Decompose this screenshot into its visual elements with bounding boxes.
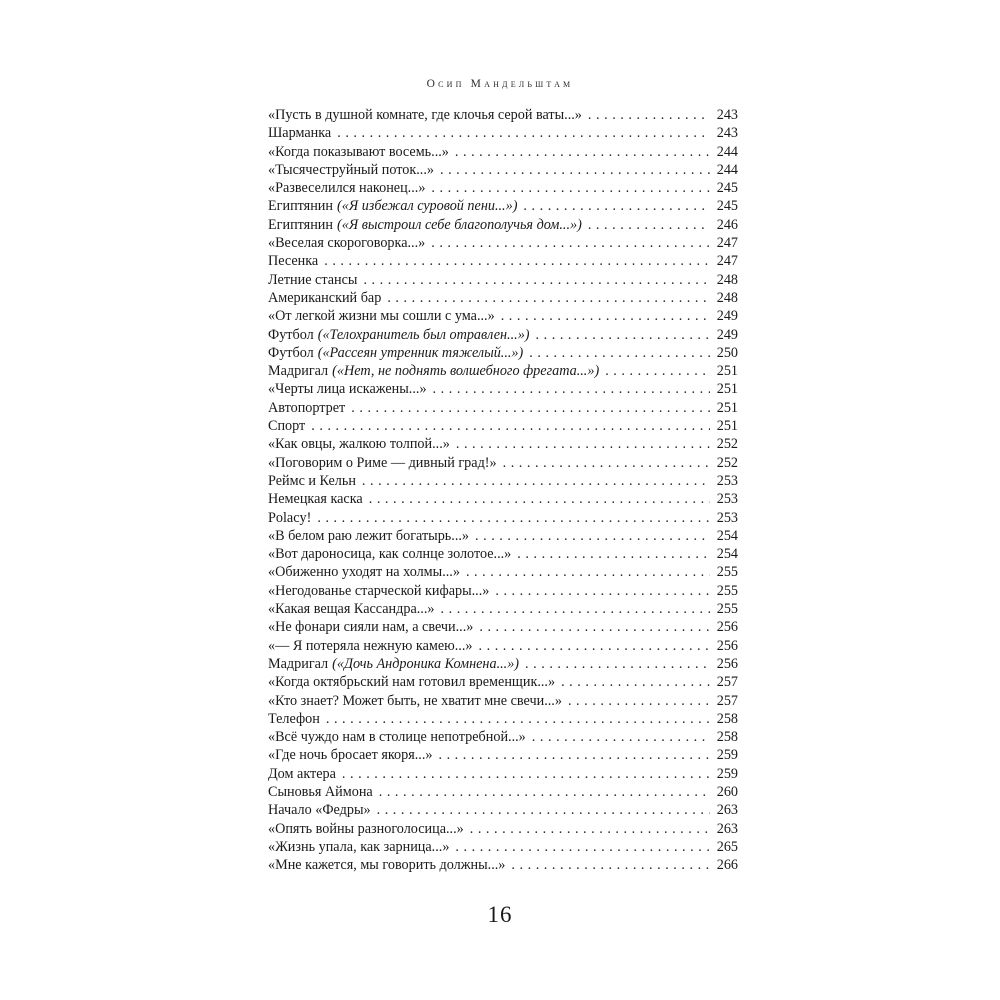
toc-entry-page: 253 [716, 509, 738, 526]
toc-entry-title: Реймс и Кельн [268, 472, 356, 489]
toc-entry-note: («Рассеян утренник тяжелый...») [317, 344, 524, 361]
toc-entry [268, 124, 738, 142]
dot-leader [363, 271, 710, 289]
toc-entry-page: 245 [716, 180, 738, 197]
toc-entry [268, 728, 738, 746]
toc-entry [268, 399, 738, 417]
toc-entry [268, 344, 738, 362]
toc-entry-title: «Веселая скороговорка...» [268, 235, 426, 252]
toc-entry-title: «Всё чуждо нам в столице непотребной...» [268, 729, 526, 746]
dot-leader [438, 746, 710, 764]
toc-entry-page: 263 [716, 802, 738, 819]
toc-entry-title: Египтянин [268, 216, 333, 233]
toc-entry-page: 257 [716, 692, 738, 709]
toc-entry-page: 243 [716, 107, 738, 123]
toc-entry-title: «Когда показывают восемь...» [268, 143, 449, 160]
toc-entry [268, 380, 738, 398]
toc-entry [268, 417, 738, 435]
toc-entry-page: 249 [716, 326, 738, 343]
toc-entry-title: «Кто знает? Может быть, не хватит мне свечи...» [268, 692, 562, 709]
toc-entry [268, 472, 738, 490]
toc-entry-page: 253 [716, 491, 738, 508]
toc-entry-title: Песенка [268, 253, 319, 270]
dot-leader [311, 417, 710, 435]
dot-leader [529, 344, 710, 362]
dot-leader [342, 765, 710, 783]
toc-entry-page: 256 [716, 655, 738, 672]
toc-entry-page: 245 [716, 198, 738, 215]
toc-entry-title: Футбол [268, 326, 314, 343]
toc-entry-note: («Телохранитель был отравлен...») [317, 326, 530, 343]
toc-entry-page: 254 [716, 546, 738, 563]
dot-leader [456, 435, 710, 453]
page-number: 16 [487, 902, 513, 927]
toc-entry-title: «Не фонари сияли нам, а свечи...» [268, 619, 474, 636]
dot-leader [431, 234, 710, 252]
toc-entry [268, 454, 738, 472]
dot-leader [503, 454, 710, 472]
toc-entry [268, 252, 738, 270]
toc-entry-page: 257 [716, 674, 738, 691]
dot-leader [561, 673, 710, 691]
dot-leader [455, 143, 710, 161]
toc-entry-title: «Обиженно уходят на холмы...» [268, 564, 460, 581]
toc-entry [268, 838, 738, 856]
dot-leader [475, 527, 710, 545]
toc-entry-note: («Я выстроил себе благополучья дом...») [337, 216, 582, 233]
toc-entry-page: 250 [716, 344, 738, 361]
dot-leader [568, 692, 710, 710]
dot-leader [466, 563, 710, 581]
toc-entry-title: Сыновья Аймона [268, 783, 373, 800]
toc-entry-title: «Как овцы, жалкою толпой...» [268, 436, 450, 453]
dot-leader [523, 197, 710, 215]
dot-leader [511, 856, 710, 874]
toc-entry-title: «Жизнь упала, как зарница...» [268, 838, 450, 855]
toc-entry [268, 545, 738, 563]
toc-entry-page: 260 [716, 783, 738, 800]
toc-entry-note: («Дочь Андроника Комнена...») [332, 655, 520, 672]
toc-entry-title: Дом актера [268, 765, 336, 782]
running-head: Осип Мандельштам [426, 78, 574, 90]
toc-entry-page: 252 [716, 454, 738, 471]
dot-leader [479, 637, 711, 655]
dot-leader [455, 838, 710, 856]
toc-entry-page: 251 [716, 399, 738, 416]
toc-entry [268, 179, 738, 197]
dot-leader [440, 161, 710, 179]
dot-leader [536, 326, 710, 344]
toc-entry [268, 600, 738, 618]
toc-entry-title: «Вот дароносица, как солнце золотое...» [268, 546, 512, 563]
toc-entry-note: («Я избежал суровой пени...») [337, 198, 518, 215]
dot-leader [605, 362, 710, 380]
toc-entry-title: «Развеселился наконец...» [268, 180, 426, 197]
toc-entry [268, 161, 738, 179]
toc-entry-page: 256 [716, 619, 738, 636]
toc-entry-page: 246 [716, 216, 738, 233]
toc-entry-page: 255 [716, 582, 738, 599]
toc-entry-title: Автопортрет [268, 399, 346, 416]
toc-entry-title: «От легкой жизни мы сошли с ума...» [268, 308, 495, 325]
toc-entry-page: 249 [716, 308, 738, 325]
toc-entry-page: 244 [716, 161, 738, 178]
table-of-contents [268, 106, 738, 874]
toc-entry-page: 247 [716, 253, 738, 270]
toc-entry-title: «Тысячеструйный поток...» [268, 161, 434, 178]
toc-entry-title: «Поговорим о Риме — дивный град!» [268, 454, 497, 471]
dot-leader [326, 710, 710, 728]
toc-entry [268, 197, 738, 215]
toc-entry [268, 271, 738, 289]
dot-leader [588, 106, 710, 124]
toc-entry [268, 673, 738, 691]
toc-entry-page: 251 [716, 381, 738, 398]
toc-entry-page: 259 [716, 747, 738, 764]
dot-leader [377, 801, 710, 819]
toc-entry-title: «Черты лица искажены...» [268, 381, 427, 398]
toc-entry-page: 258 [716, 729, 738, 746]
dot-leader [324, 252, 710, 270]
toc-entry [268, 435, 738, 453]
toc-entry-page: 253 [716, 472, 738, 489]
toc-entry-title: Начало «Федры» [268, 802, 371, 819]
dot-leader [470, 820, 710, 838]
dot-leader [588, 216, 710, 234]
toc-entry [268, 289, 738, 307]
toc-entry-title: «В белом раю лежит богатырь...» [268, 527, 470, 544]
toc-entry [268, 820, 738, 838]
dot-leader [433, 380, 710, 398]
dot-leader [495, 582, 710, 600]
toc-entry-page: 248 [716, 271, 738, 288]
toc-entry [268, 618, 738, 636]
toc-entry-page: 251 [716, 363, 738, 380]
dot-leader [517, 545, 710, 563]
toc-entry-title: «Пусть в душной комнате, где клочья серой ваты...» [268, 107, 582, 123]
toc-entry [268, 710, 738, 728]
toc-entry-title: Американский бар [268, 289, 382, 306]
toc-entry-title: Египтянин [268, 198, 333, 215]
toc-entry [268, 307, 738, 325]
toc-entry-page: 255 [716, 601, 738, 618]
toc-entry-page: 243 [716, 125, 738, 142]
toc-entry [268, 563, 738, 581]
toc-entry [268, 106, 738, 124]
toc-entry [268, 362, 738, 380]
toc-entry-title: Polacy! [268, 509, 312, 526]
toc-entry-page: 259 [716, 765, 738, 782]
toc-entry-title: Спорт [268, 418, 306, 435]
toc-entry-title: Шарманка [268, 125, 332, 142]
toc-entry-title: Мадригал [268, 363, 329, 380]
toc-entry-title: Немецкая каска [268, 491, 363, 508]
dot-leader [317, 509, 710, 527]
toc-entry-page: 254 [716, 527, 738, 544]
toc-entry-title: «Где ночь бросает якоря...» [268, 747, 433, 764]
dot-leader [441, 600, 711, 618]
dot-leader [479, 618, 710, 636]
toc-entry [268, 143, 738, 161]
dot-leader [369, 490, 710, 508]
toc-entry-page: 247 [716, 235, 738, 252]
toc-entry [268, 655, 738, 673]
toc-entry-page: 256 [716, 637, 738, 654]
toc-entry-page: 252 [716, 436, 738, 453]
toc-entry-page: 248 [716, 289, 738, 306]
toc-entry [268, 527, 738, 545]
toc-entry [268, 746, 738, 764]
dot-leader [501, 307, 710, 325]
dot-leader [387, 289, 710, 307]
toc-entry [268, 490, 738, 508]
toc-entry-title: «Какая вещая Кассандра...» [268, 601, 435, 618]
dot-leader [351, 399, 710, 417]
dot-leader [362, 472, 710, 490]
toc-entry [268, 326, 738, 344]
toc-entry-title: Футбол [268, 344, 314, 361]
toc-entry-page: 263 [716, 820, 738, 837]
dot-leader [532, 728, 710, 746]
toc-entry [268, 582, 738, 600]
toc-entry [268, 801, 738, 819]
toc-entry [268, 234, 738, 252]
toc-entry-title: «— Я потеряла нежную камею...» [268, 637, 473, 654]
dot-leader [337, 124, 710, 142]
toc-entry-page: 244 [716, 143, 738, 160]
toc-entry-page: 266 [716, 857, 738, 874]
toc-entry [268, 637, 738, 655]
toc-entry-page: 265 [716, 838, 738, 855]
toc-entry-note: («Нет, не поднять волшебного фрегата...») [332, 363, 600, 380]
toc-entry-page: 255 [716, 564, 738, 581]
toc-entry [268, 216, 738, 234]
dot-leader [431, 179, 710, 197]
toc-entry-title: Телефон [268, 710, 320, 727]
toc-entry [268, 509, 738, 527]
toc-entry [268, 765, 738, 783]
dot-leader [379, 783, 710, 801]
toc-entry-title: Летние стансы [268, 271, 358, 288]
toc-entry-title: «Негодованье старческой кифары...» [268, 582, 490, 599]
dot-leader [525, 655, 710, 673]
toc-entry-title: «Опять войны разноголосица...» [268, 820, 464, 837]
toc-entry [268, 692, 738, 710]
toc-entry-page: 258 [716, 710, 738, 727]
toc-entry [268, 783, 738, 801]
toc-entry-page: 251 [716, 418, 738, 435]
toc-entry-title: «Когда октябрьский нам готовил временщик...» [268, 674, 556, 691]
toc-entry [268, 856, 738, 874]
toc-entry-title: «Мне кажется, мы говорить должны...» [268, 857, 506, 874]
toc-entry-title: Мадригал [268, 655, 329, 672]
